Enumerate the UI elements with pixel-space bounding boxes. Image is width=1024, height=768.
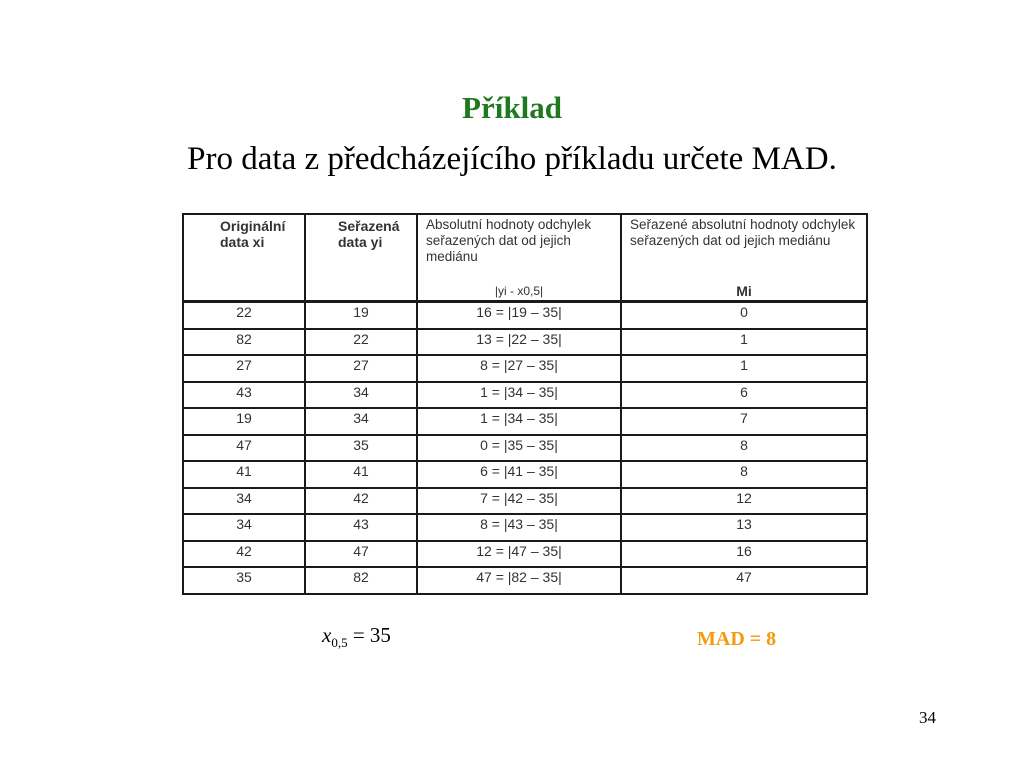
table-cell: 1 = |34 – 35| bbox=[417, 382, 621, 409]
table-cell: 8 bbox=[621, 435, 867, 462]
header-original-data bbox=[183, 214, 305, 302]
table-cell: 34 bbox=[305, 382, 417, 409]
slide-subtitle: Pro data z předcházejícího příkladu určete MAD. bbox=[187, 141, 837, 177]
table-cell: 43 bbox=[183, 382, 305, 409]
header-sorted-data bbox=[305, 214, 417, 302]
slide-title: Příklad bbox=[462, 90, 562, 125]
table-cell: 41 bbox=[305, 461, 417, 488]
table-cell: 6 bbox=[621, 382, 867, 409]
table-cell: 0 bbox=[621, 302, 867, 329]
table-body bbox=[183, 302, 867, 595]
table-cell: 34 bbox=[305, 408, 417, 435]
mad-result: MAD = 8 bbox=[697, 628, 777, 650]
table-cell: 47 bbox=[183, 435, 305, 462]
table-cell: 6 = |41 – 35| bbox=[417, 461, 621, 488]
table-cell: 7 = |42 – 35| bbox=[417, 488, 621, 515]
table-cell: 42 bbox=[305, 488, 417, 515]
table-row bbox=[183, 567, 867, 594]
median-symbol: x bbox=[322, 623, 332, 647]
table-cell: 47 = |82 – 35| bbox=[417, 567, 621, 594]
table-cell: 1 bbox=[621, 355, 867, 382]
table-row bbox=[183, 355, 867, 382]
table-row bbox=[183, 514, 867, 541]
table-cell: 13 = |22 – 35| bbox=[417, 329, 621, 356]
table-cell: 8 = |27 – 35| bbox=[417, 355, 621, 382]
table-cell: 34 bbox=[183, 488, 305, 515]
table-cell: 34 bbox=[183, 514, 305, 541]
table-cell: 8 bbox=[621, 461, 867, 488]
table-cell: 1 bbox=[621, 329, 867, 356]
table-row bbox=[183, 541, 867, 568]
table-row bbox=[183, 488, 867, 515]
table-cell: 35 bbox=[305, 435, 417, 462]
table-cell: 12 bbox=[621, 488, 867, 515]
table-cell: 35 bbox=[183, 567, 305, 594]
page-number: 34 bbox=[919, 708, 936, 727]
table-cell: 8 = |43 – 35| bbox=[417, 514, 621, 541]
table-cell: 47 bbox=[305, 541, 417, 568]
table-cell: 19 bbox=[183, 408, 305, 435]
table-cell: 27 bbox=[305, 355, 417, 382]
header-sorted-absolute-deviations bbox=[621, 214, 867, 302]
table-cell: 13 bbox=[621, 514, 867, 541]
median-subscript: 0,5 bbox=[331, 635, 348, 650]
table-cell: 12 = |47 – 35| bbox=[417, 541, 621, 568]
table-cell: 47 bbox=[621, 567, 867, 594]
header-label: Absolutní hodnoty odchylek seřazených dat od jejich mediánu bbox=[426, 217, 592, 264]
table-cell: 7 bbox=[621, 408, 867, 435]
table-cell: 41 bbox=[183, 461, 305, 488]
table-cell: 22 bbox=[305, 329, 417, 356]
header-formula: |yi - x0,5| bbox=[494, 284, 544, 298]
table-cell: 22 bbox=[183, 302, 305, 329]
table-cell: 42 bbox=[183, 541, 305, 568]
data-table bbox=[182, 213, 868, 595]
table-row bbox=[183, 329, 867, 356]
data-table-container bbox=[182, 213, 866, 595]
header-label: Originální data xi bbox=[220, 218, 286, 250]
table-row bbox=[183, 408, 867, 435]
table-cell: 43 bbox=[305, 514, 417, 541]
table-cell: 16 bbox=[621, 541, 867, 568]
table-cell: 1 = |34 – 35| bbox=[417, 408, 621, 435]
table-cell: 82 bbox=[305, 567, 417, 594]
table-cell: 16 = |19 – 35| bbox=[417, 302, 621, 329]
header-label: Seřazená data yi bbox=[338, 218, 400, 250]
table-cell: 82 bbox=[183, 329, 305, 356]
table-header-row bbox=[183, 214, 867, 302]
table-cell: 27 bbox=[183, 355, 305, 382]
median-value: = 35 bbox=[352, 623, 391, 647]
table-cell: 19 bbox=[305, 302, 417, 329]
header-absolute-deviations bbox=[417, 214, 621, 302]
header-symbol: Mi bbox=[736, 283, 752, 299]
table-row bbox=[183, 461, 867, 488]
table-cell: 0 = |35 – 35| bbox=[417, 435, 621, 462]
table-row bbox=[183, 382, 867, 409]
table-row bbox=[183, 302, 867, 329]
header-label: Seřazené absolutní hodnoty odchylek seřazených dat od jejich mediánu bbox=[630, 217, 856, 248]
median-formula bbox=[322, 621, 391, 657]
table-row bbox=[183, 435, 867, 462]
